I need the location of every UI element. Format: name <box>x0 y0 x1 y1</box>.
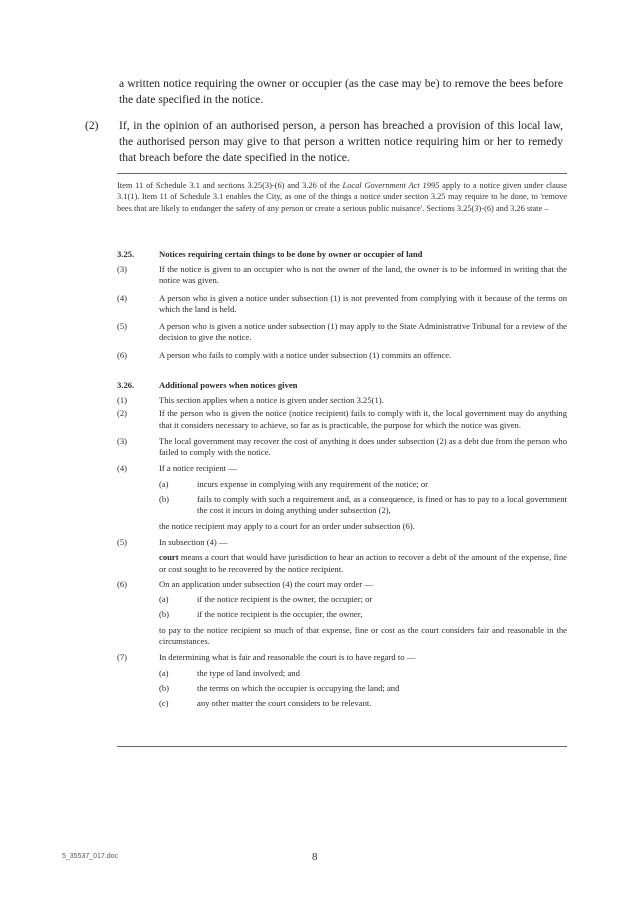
item-text: A person who fails to comply with a notice under subsection (1) commits an offence. <box>159 349 452 360</box>
item-number: (3) <box>117 264 128 274</box>
section-3-26-item-4a <box>117 479 567 490</box>
section-3-25-number: 3.25. <box>117 249 135 259</box>
document-reference: 5_35537_017.doc <box>62 853 119 860</box>
item-number: (3) <box>117 435 128 446</box>
definition-text: means a court that would have jurisdiction to hear an action to recover a debt of the amount of the expense, fine or cost sought to be recovered by the notice recipient. <box>159 552 567 574</box>
subitem-text: if the notice recipient is the owner, the occupier; or <box>197 594 373 605</box>
subitem-text: any other matter the court considers to be relevant. <box>197 698 372 709</box>
section-3-26-item-4-continuation: the notice recipient may apply to a court for an order under subsection (6). <box>159 520 415 531</box>
item-number: (4) <box>117 463 128 474</box>
item-number: (5) <box>117 536 128 547</box>
section-3-26-item-4 <box>117 463 567 474</box>
item-text: On an application under subsection (4) the court may order — <box>159 578 373 589</box>
section-3-26-item-6a <box>117 594 567 605</box>
subitem-text: the type of land involved; and <box>197 667 300 678</box>
note-text-part2: apply to a notice given under clause 3.1(1). Item 11 of Schedule 3.1 enables the City, as one of the things a notice under section 3.25 may require to be done, to 'remove bees that are likely to endanger the safety of any person or create a serious public nuisance'. Sections 3.25(3)-(6) and 3.26 state – <box>117 181 568 213</box>
item-number: (5) <box>117 321 128 332</box>
section-3-25-item <box>117 264 567 287</box>
note-bottom-rule <box>117 746 567 747</box>
section-3-26-title: Additional powers when notices given <box>159 380 298 390</box>
clause-2-text: If, in the opinion of an authorised person, a person has breached a provision of this local law, the authorised person may give to that person a written notice requiring him or her to remedy that breach before the date specified in the notice. <box>119 119 563 164</box>
section-3-25-title: Notices requiring certain things to be done by owner or occupier of land <box>159 249 423 259</box>
item-text: A person who is given a notice under subsection (1) may apply to the State Administrative Tribunal for a review of the decision to give the notice. <box>159 321 567 343</box>
subitem-text: fails to comply with such a requirement and, as a consequence, is fined or has to pay to a local government the cost it incurs in doing anything under subsection (2), <box>197 494 567 516</box>
item-text: If a notice recipient — <box>159 463 237 474</box>
subitem-letter: (b) <box>159 609 170 620</box>
section-3-26-item-1 <box>117 395 567 406</box>
section-3-25-item <box>117 321 567 344</box>
section-3-26-item-4b <box>117 494 567 517</box>
page-number: 8 <box>312 851 318 863</box>
note-top-rule <box>117 173 567 174</box>
section-3-26-item-5 <box>117 537 567 548</box>
subitem-letter: (a) <box>159 594 169 605</box>
item-number: (6) <box>117 578 128 589</box>
item-number: (2) <box>117 408 128 419</box>
subitem-text: if the notice recipient is the occupier, the owner, <box>197 609 363 620</box>
section-3-26-item-6-continuation: to pay to the notice recipient so much of that expense, fine or cost as the court considers fair and reasonable in the circumstances. <box>159 624 567 647</box>
section-3-26-item-7 <box>117 652 567 663</box>
note-text-part1: Item 11 of Schedule 3.1 and sections 3.25(3)-(6) and 3.26 of the <box>117 181 343 190</box>
section-3-26-item-7b <box>117 683 567 694</box>
section-3-26-item-7a <box>117 668 567 679</box>
item-text: In subsection (4) — <box>159 536 228 547</box>
item-text: A person who is given a notice under subsection (1) is not prevented from complying with it because of the terms on which the land is held. <box>159 292 567 314</box>
section-3-25-item <box>117 350 567 361</box>
subitem-text: the terms on which the occupier is occupying the land; and <box>197 682 400 693</box>
section-3-26-number: 3.26. <box>117 380 135 390</box>
item-text: This section applies when a notice is given under section 3.25(1). <box>159 395 384 405</box>
subitem-letter: (a) <box>159 478 169 489</box>
court-definition <box>159 552 567 575</box>
clause-2-number: (2) <box>85 119 99 132</box>
item-number: (6) <box>117 349 128 360</box>
note-act-title: Local Government Act 1995 <box>342 181 440 190</box>
section-3-25 <box>117 249 567 361</box>
section-3-26-item-2 <box>117 408 567 431</box>
section-3-26-item-3 <box>117 436 567 459</box>
section-3-26 <box>117 380 567 710</box>
subitem-letter: (b) <box>159 494 170 505</box>
defined-term: court <box>159 552 179 563</box>
section-3-26-heading <box>117 380 567 393</box>
subitem-letter: (c) <box>159 698 169 709</box>
subitem-letter: (b) <box>159 682 170 693</box>
section-3-25-item <box>117 293 567 316</box>
item-number: (1) <box>117 395 128 405</box>
item-text: In determining what is fair and reasonable the court is to have regard to — <box>159 652 416 663</box>
note-box <box>117 180 567 214</box>
section-3-26-item-6 <box>117 579 567 590</box>
item-text: If the person who is given the notice (notice recipient) fails to comply with it, the local government may do anything that it considers necessary to achieve, so far as is practicable, the purpose for which the notice was given. <box>159 408 567 430</box>
intro-paragraph: a written notice requiring the owner or occupier (as the case may be) to remove the bees before the date specified in the notice. <box>119 77 563 106</box>
item-text: If the notice is given to an occupier who is not the owner of the land, the owner is to be informed in writing that the notice was given. <box>159 264 567 286</box>
section-3-26-item-7c <box>117 698 567 709</box>
section-3-25-heading <box>117 249 567 262</box>
item-number: (4) <box>117 292 128 303</box>
subitem-text: incurs expense in complying with any requirement of the notice; or <box>197 478 429 489</box>
subitem-letter: (a) <box>159 667 169 678</box>
item-text: The local government may recover the cost of anything it does under subsection (2) as a debt due from the person who failed to comply with the notice. <box>159 435 567 458</box>
section-3-26-item-6b <box>117 609 567 620</box>
item-number: (7) <box>117 652 128 663</box>
